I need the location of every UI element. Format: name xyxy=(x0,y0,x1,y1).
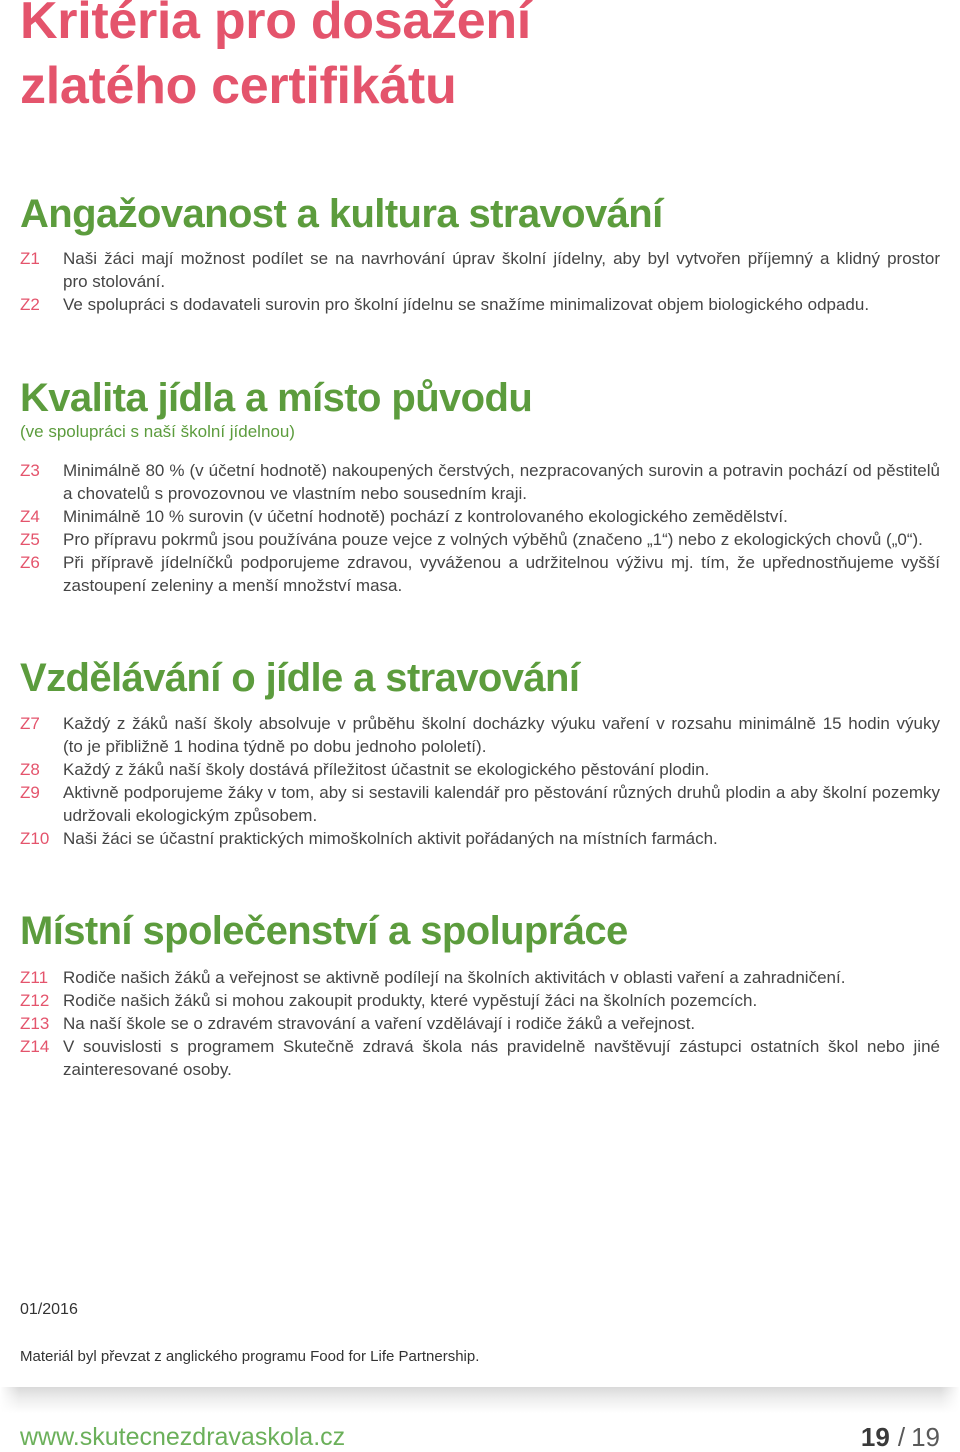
criterion-text-line: zainteresované osoby. xyxy=(63,1060,232,1079)
criterion-z12 xyxy=(20,989,940,1012)
criterion-z4 xyxy=(20,505,940,528)
criteria-list-education xyxy=(20,712,940,850)
page-number xyxy=(861,1422,940,1452)
criterion-code: Z11 xyxy=(20,968,49,987)
criterion-code: Z13 xyxy=(20,1014,50,1033)
source-note: Materiál byl převzat z anglického programu Food for Life Partnership. xyxy=(20,1348,480,1365)
criterion-z3 xyxy=(20,459,940,505)
criterion-code: Z5 xyxy=(20,530,40,549)
criterion-z10 xyxy=(20,827,940,850)
criterion-code: Z8 xyxy=(20,760,40,779)
criterion-text-line: V souvislosti s programem Skutečně zdravá škola nás pravidelně navštěvují zástupci ostatních škol nebo jiné xyxy=(63,1037,940,1056)
criterion-code: Z10 xyxy=(20,829,50,848)
page-title-line: Kritéria pro dosažení xyxy=(20,0,531,50)
criterion-z6 xyxy=(20,551,940,597)
criterion-code: Z12 xyxy=(20,991,50,1010)
criterion-text-line: zastoupení zeleniny a menší množství masa. xyxy=(63,576,403,595)
criterion-code: Z9 xyxy=(20,783,40,802)
criterion-text-line: Naši žáci mají možnost podílet se na navrhování úprav školní jídelny, aby byl vytvořen příjemný a klidný prostor xyxy=(63,249,940,268)
footer-divider-fade xyxy=(0,1387,960,1413)
website-link[interactable]: www.skutecnezdravaskola.cz xyxy=(20,1423,346,1451)
page-title-line: zlatého certifikátu xyxy=(20,57,457,115)
criterion-z9 xyxy=(20,781,940,827)
criterion-text-line: Každý z žáků naší školy dostává příležitost účastnit se ekologického pěstování plodin. xyxy=(63,760,710,779)
criterion-text-line: Naši žáci se účastní praktických mimoškolních aktivit pořádaných na místních farmách. xyxy=(63,829,718,848)
page-current: 19 xyxy=(860,1422,890,1452)
criterion-text-line: Na naší škole se o zdravém stravování a vaření vzdělávají i rodiče žáků a veřejnost. xyxy=(63,1014,696,1033)
page-total: 19 xyxy=(911,1422,940,1452)
criterion-text-line: udržovali ekologickým způsobem. xyxy=(63,806,318,825)
criterion-code: Z1 xyxy=(20,249,40,268)
section-heading-engagement: Angažovanost a kultura stravování xyxy=(20,192,663,236)
criteria-list-community xyxy=(20,966,940,1081)
criterion-code: Z3 xyxy=(20,461,40,480)
criterion-z2 xyxy=(20,293,940,316)
criterion-z14 xyxy=(20,1035,940,1081)
criterion-z13 xyxy=(20,1012,940,1035)
section-heading-education: Vzdělávání o jídle a stravování xyxy=(20,656,580,700)
criterion-text-line: Při přípravě jídelníčků podporujeme zdravou, vyváženou a udržitelnou výživu mj. tím, že upřednostňujeme vyšší xyxy=(63,553,940,572)
criterion-z11 xyxy=(20,966,940,989)
document-date: 01/2016 xyxy=(20,1301,78,1318)
criteria-list-quality-origin xyxy=(20,459,940,597)
criterion-text-line: pro stolování. xyxy=(63,272,166,291)
criterion-text-line: Minimálně 10 % surovin (v účetní hodnotě) pochází z kontrolovaného ekologického zemědělství. xyxy=(63,507,788,526)
criterion-text-line: a chovatelů s provozovnou ve vlastním nebo sousedním kraji. xyxy=(63,484,527,503)
criterion-text-line: Každý z žáků naší školy absolvuje v průběhu školní docházky výuku vaření v rozsahu minimálně 15 hodin výuky xyxy=(63,714,940,733)
criterion-text-line: (to je přibližně 1 hodina týdně po dobu jednoho pololetí). xyxy=(63,737,487,756)
criteria-list-engagement xyxy=(20,247,940,316)
criterion-code: Z7 xyxy=(20,714,40,733)
criterion-text-line: Rodiče našich žáků si mohou zakoupit produkty, které vypěstují žáci na školních pozemcích. xyxy=(63,991,758,1010)
criterion-code: Z4 xyxy=(20,507,40,526)
section-heading-community: Místní společenství a spolupráce xyxy=(20,909,628,953)
criterion-text-line: Rodiče našich žáků a veřejnost se aktivně podílejí na školních aktivitách v oblasti vaření a zahradničení. xyxy=(63,968,846,987)
section-subheading: (ve spolupráci s naší školní jídelnou) xyxy=(20,422,295,441)
criterion-z8 xyxy=(20,758,940,781)
criterion-code: Z14 xyxy=(20,1037,50,1056)
criterion-text-line: Aktivně podporujeme žáky v tom, aby si sestavili kalendář pro pěstování různých druhů plodin a aby školní pozemky xyxy=(63,783,940,802)
criterion-z1 xyxy=(20,247,940,293)
criterion-code: Z6 xyxy=(20,553,40,572)
section-heading-quality-origin: Kvalita jídla a místo původu xyxy=(20,376,533,420)
criterion-text-line: Ve spolupráci s dodavateli surovin pro školní jídelnu se snažíme minimalizovat objem biologického odpadu. xyxy=(63,295,870,314)
criterion-code: Z2 xyxy=(20,295,40,314)
criterion-text-line: Pro přípravu pokrmů jsou používána pouze vejce z volných výběhů (značeno „1“) nebo z ekologických chovů („0“). xyxy=(63,530,923,549)
page-separator: / xyxy=(897,1422,906,1452)
page-title xyxy=(20,0,531,119)
criterion-z5 xyxy=(20,528,940,551)
criterion-text-line: Minimálně 80 % (v účetní hodnotě) nakoupených čerstvých, nezpracovaných surovin a potravin pochází od pěstitelů xyxy=(63,461,940,480)
criterion-z7 xyxy=(20,712,940,758)
